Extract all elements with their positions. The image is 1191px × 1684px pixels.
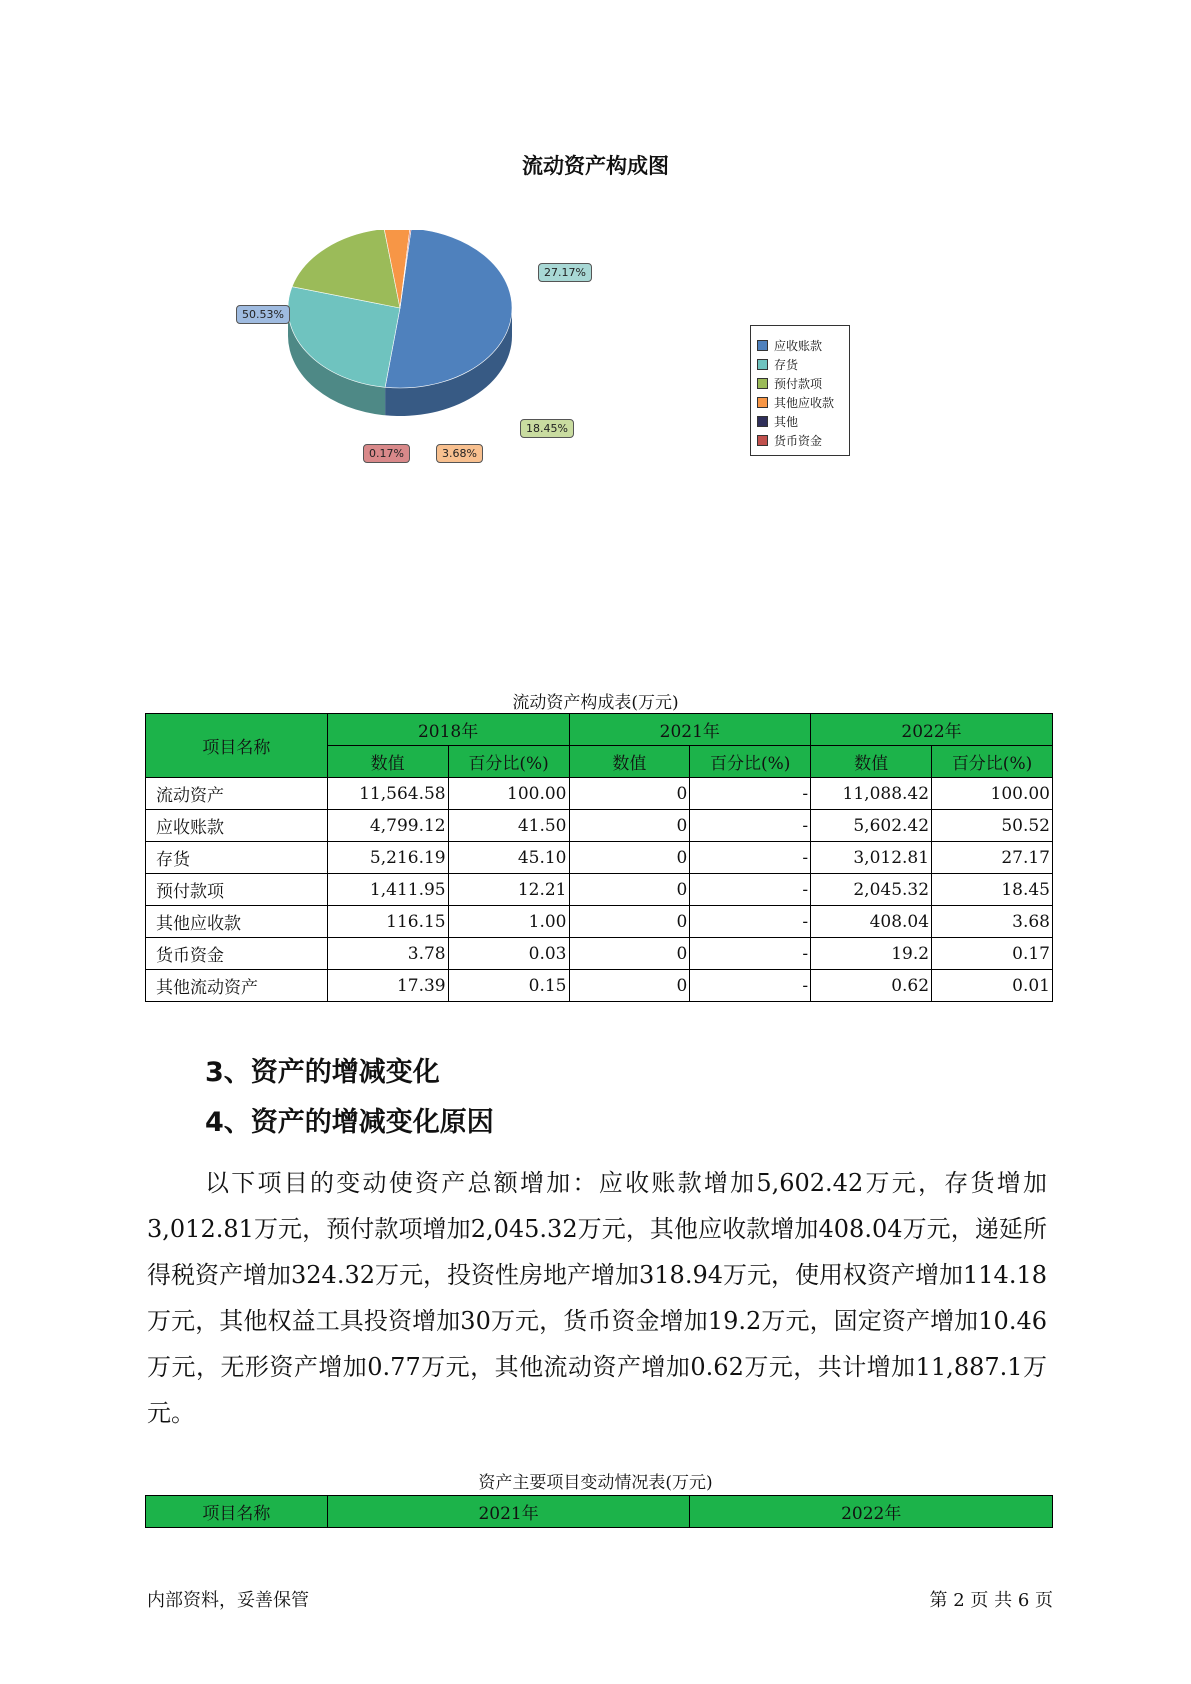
table-cell: 0.62	[811, 970, 932, 1002]
legend-item	[757, 393, 843, 412]
table-cell: 0	[569, 906, 690, 938]
legend-label: 存货	[774, 358, 799, 372]
table-cell: 0	[569, 970, 690, 1002]
table-cell: 11,564.58	[327, 778, 448, 810]
table2-caption: 资产主要项目变动情况表(万元)	[478, 1473, 713, 1493]
table-cell: -	[690, 970, 811, 1002]
slice-label-other-receivables: 3.68%	[436, 444, 483, 463]
legend-item	[757, 336, 843, 355]
row-label: 应收账款	[146, 810, 328, 842]
legend-swatch	[757, 359, 768, 370]
table-cell: 0	[569, 810, 690, 842]
current-assets-table	[145, 713, 1053, 1002]
table-cell: -	[690, 938, 811, 970]
table-row	[146, 970, 1053, 1002]
legend-item	[757, 431, 843, 450]
row-label: 其他流动资产	[146, 970, 328, 1002]
table-cell: 45.10	[448, 842, 569, 874]
table-cell: 3.68	[932, 906, 1053, 938]
table-cell: 5,602.42	[811, 810, 932, 842]
table-cell: 1,411.95	[327, 874, 448, 906]
header-percent: 百分比(%)	[932, 746, 1053, 778]
footer-confidential: 内部资料，妥善保管	[147, 1590, 309, 1611]
table-cell: 41.50	[448, 810, 569, 842]
header-value: 数值	[811, 746, 932, 778]
table-cell: 0.01	[932, 970, 1053, 1002]
row-label: 存货	[146, 842, 328, 874]
section-heading-4: 4、资产的增减变化原因	[205, 1107, 494, 1138]
slice-label-inventory: 27.17%	[538, 263, 592, 282]
table-cell: 5,216.19	[327, 842, 448, 874]
header-item-name: 项目名称	[146, 1496, 328, 1528]
table-row	[146, 778, 1053, 810]
header-year: 2018年	[327, 714, 569, 746]
legend-label: 其他	[774, 415, 799, 429]
table-cell: -	[690, 778, 811, 810]
legend-swatch	[757, 378, 768, 389]
table-row	[146, 842, 1053, 874]
header-value: 数值	[569, 746, 690, 778]
slice-label-prepayments: 18.45%	[520, 419, 574, 438]
table-cell: -	[690, 842, 811, 874]
header-year: 2022年	[811, 714, 1053, 746]
row-label: 流动资产	[146, 778, 328, 810]
table-cell: 100.00	[448, 778, 569, 810]
table-cell: 2,045.32	[811, 874, 932, 906]
header-year: 2021年	[569, 714, 811, 746]
table1-caption: 流动资产构成表(万元)	[512, 693, 679, 713]
legend-item	[757, 355, 843, 374]
legend-label: 预付款项	[774, 377, 823, 391]
table-cell: 3,012.81	[811, 842, 932, 874]
table-cell: 18.45	[932, 874, 1053, 906]
table-cell: 19.2	[811, 938, 932, 970]
legend-swatch	[757, 416, 768, 427]
table-cell: 0.03	[448, 938, 569, 970]
header-item-name: 项目名称	[146, 714, 328, 778]
header-percent: 百分比(%)	[448, 746, 569, 778]
table-cell: 27.17	[932, 842, 1053, 874]
legend-label: 应收账款	[774, 339, 823, 353]
table-cell: 11,088.42	[811, 778, 932, 810]
table-cell: 0	[569, 842, 690, 874]
header-value: 数值	[327, 746, 448, 778]
table-row	[146, 874, 1053, 906]
slice-label-receivables: 50.53%	[236, 305, 290, 324]
footer-page-number: 第 2 页 共 6 页	[929, 1590, 1053, 1611]
table-cell: -	[690, 810, 811, 842]
table1-body	[146, 778, 1053, 1002]
legend-swatch	[757, 397, 768, 408]
table-cell: -	[690, 874, 811, 906]
slice-label-cash: 0.17%	[363, 444, 410, 463]
table-row	[146, 906, 1053, 938]
table-cell: 0	[569, 938, 690, 970]
table-cell: -	[690, 906, 811, 938]
table-cell: 12.21	[448, 874, 569, 906]
table-cell: 17.39	[327, 970, 448, 1002]
table-cell: 0	[569, 778, 690, 810]
row-label: 预付款项	[146, 874, 328, 906]
chart-legend	[750, 325, 850, 456]
table-cell: 100.00	[932, 778, 1053, 810]
header-percent: 百分比(%)	[690, 746, 811, 778]
table-cell: 116.15	[327, 906, 448, 938]
legend-item	[757, 412, 843, 431]
row-label: 其他应收款	[146, 906, 328, 938]
legend-swatch	[757, 435, 768, 446]
table-cell: 0	[569, 874, 690, 906]
body-paragraph: 以下项目的变动使资产总额增加：应收账款增加5,602.42万元，存货增加3,012.81万元，预付款项增加2,045.32万元，其他应收款增加408.04万元，递延所得税资产增加324.32万元，投资性房地产增加318.94万元，使用权资产增加114.18万元，其他权益工具投资增加30万元，货币资金增加19.2万元，固定资产增加10.46万元，无形资产增加0.77万元，其他流动资产增加0.62万元，共计增加11,887.1万元。	[147, 1169, 1047, 1427]
table-cell: 0.17	[932, 938, 1053, 970]
asset-change-table	[145, 1495, 1053, 1528]
legend-label: 其他应收款	[774, 396, 835, 410]
table-cell: 3.78	[327, 938, 448, 970]
table-cell: 50.52	[932, 810, 1053, 842]
table-cell: 4,799.12	[327, 810, 448, 842]
table-row	[146, 938, 1053, 970]
table-cell: 0.15	[448, 970, 569, 1002]
legend-swatch	[757, 340, 768, 351]
header-year: 2022年	[690, 1496, 1053, 1528]
legend-label: 货币资金	[774, 434, 823, 448]
table-cell: 408.04	[811, 906, 932, 938]
chart-title: 流动资产构成图	[522, 154, 669, 178]
table-row	[146, 810, 1053, 842]
row-label: 货币资金	[146, 938, 328, 970]
table-cell: 1.00	[448, 906, 569, 938]
legend-item	[757, 374, 843, 393]
section-heading-3: 3、资产的增减变化	[205, 1057, 440, 1088]
header-year: 2021年	[327, 1496, 690, 1528]
